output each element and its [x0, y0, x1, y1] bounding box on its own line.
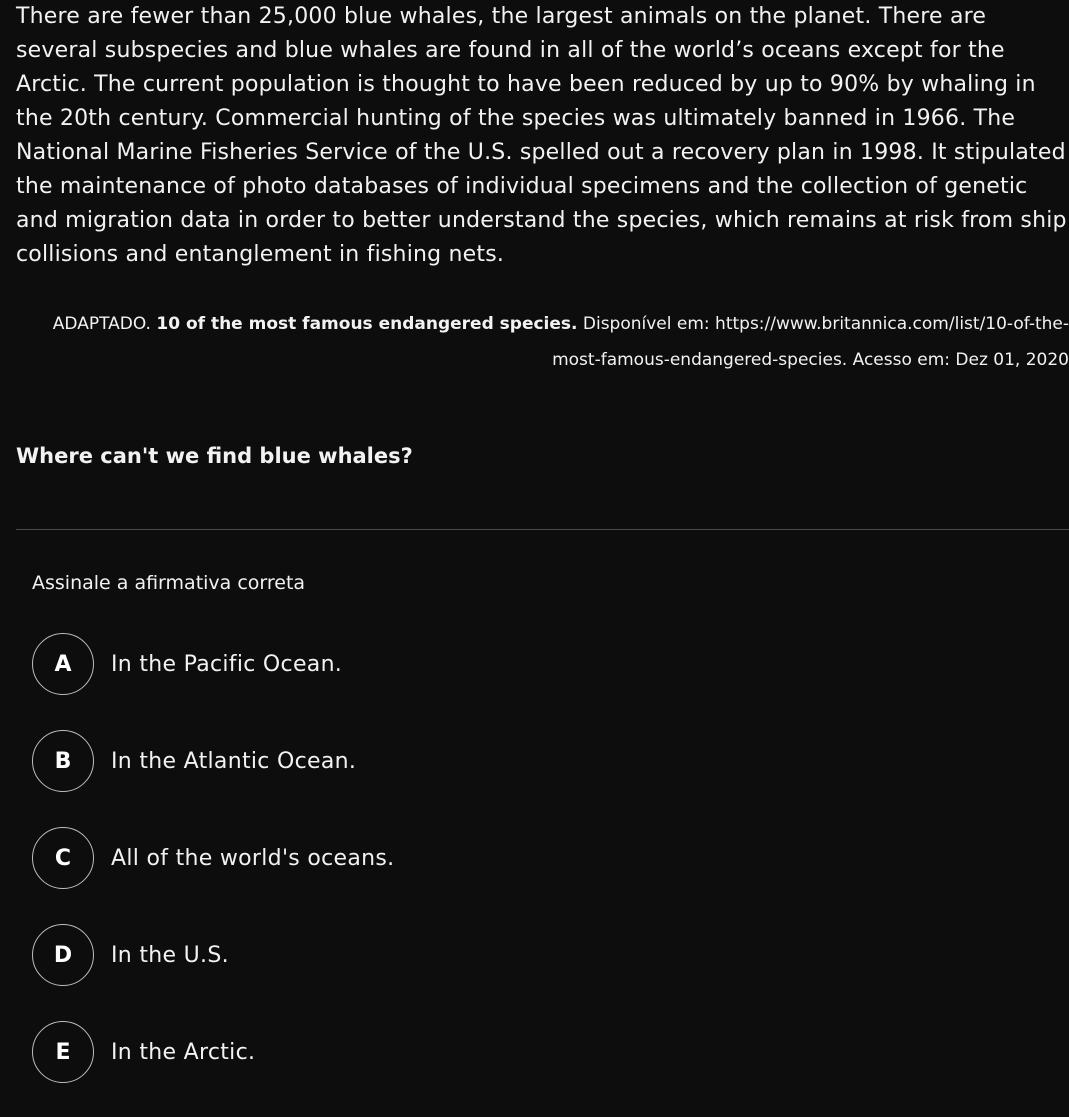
citation-prefix: ADAPTADO.	[52, 314, 157, 334]
option-text[interactable]: All of the world's oceans.	[111, 845, 395, 871]
citation-line-1	[24, 306, 1069, 342]
option-letter-badge[interactable]: A	[32, 633, 94, 695]
passage-text: There are fewer than 25,000 blue whales, the largest animals on the planet. There are several subspecies and blue whales are found in all of the world’s oceans except for the Arctic. The current population is thought to have been reduced by up to 90% by whaling in the 20th century. Commercial hunting of the species was ultimately banned in 1966. The National Marine Fisheries Service of the U.S. spelled out a recovery plan in 1998. It stipulated the maintenance of photo databases of individual specimens and the collection of genetic and migration data in order to better understand the species, which remains at risk from ship collisions and entanglement in fishing nets.	[16, 4, 1067, 267]
citation	[24, 306, 1069, 378]
option-letter-badge[interactable]: C	[32, 827, 94, 889]
option-text[interactable]: In the Pacific Ocean.	[111, 651, 343, 677]
citation-line-2: most-famous-endangered-species. Acesso em: Dez 01, 2020	[552, 350, 1069, 370]
option-letter-badge[interactable]: D	[32, 924, 94, 986]
option-d[interactable]	[32, 923, 1032, 987]
divider	[16, 529, 1069, 530]
option-letter-badge[interactable]: B	[32, 730, 94, 792]
option-c[interactable]	[32, 826, 1032, 890]
citation-title: 10 of the most famous endangered species.	[156, 314, 578, 334]
option-text[interactable]: In the Atlantic Ocean.	[111, 748, 357, 774]
answer-options	[32, 632, 1032, 1117]
instruction-text: Assinale a afirmativa correta	[32, 572, 306, 594]
question-title: Where can't we find blue whales?	[16, 444, 413, 468]
option-text[interactable]: In the Arctic.	[111, 1039, 256, 1065]
option-b[interactable]	[32, 729, 1032, 793]
option-letter-badge[interactable]: E	[32, 1021, 94, 1083]
option-text[interactable]: In the U.S.	[111, 942, 229, 968]
option-a[interactable]	[32, 632, 1032, 696]
option-e[interactable]	[32, 1020, 1032, 1084]
citation-source: Disponível em: https://www.britannica.com/list/10-of-the-	[577, 314, 1069, 334]
